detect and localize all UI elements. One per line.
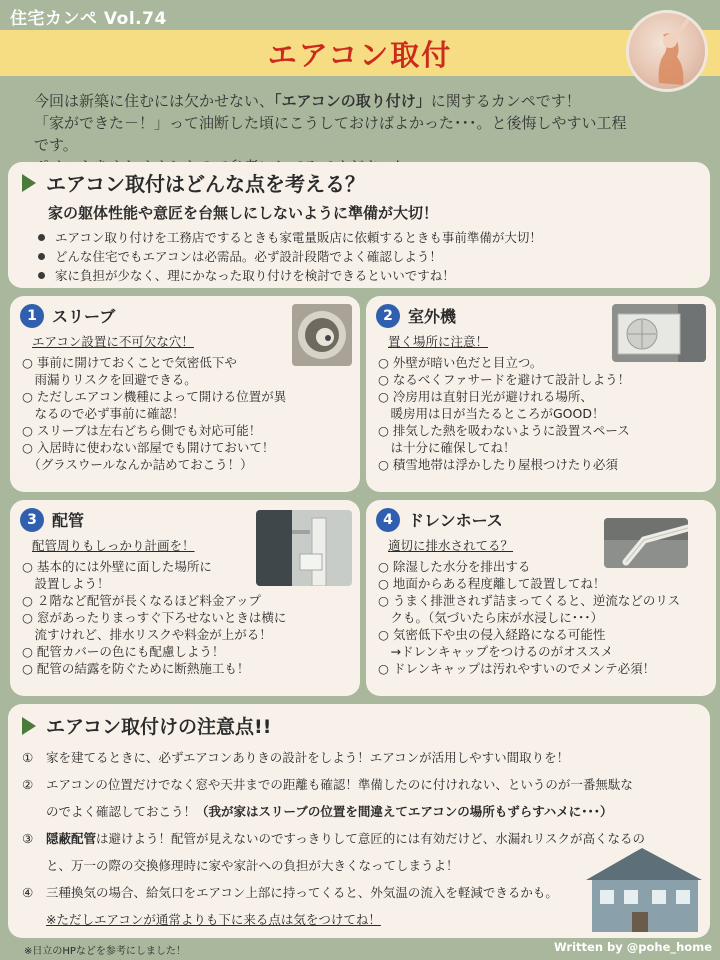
note-number: ① — [22, 750, 34, 765]
series-label: 住宅カンペ Vol.74 — [10, 9, 167, 29]
house-icon — [578, 840, 706, 932]
sleeve-hole-icon — [292, 304, 352, 366]
section-sleeve — [10, 296, 360, 492]
section-title: 室外機 — [408, 307, 457, 326]
bullet-item: どんな住宅でもエアコンは必需品。必ず設計段階でよく確認しよう！ — [38, 247, 542, 266]
note-text: エアコンの位置だけでなく窓や天井までの距離も確認！準備したのに付けれない、というのが一番無駄な — [46, 777, 633, 792]
section-line: ○ 除湿した水分を排出する — [378, 559, 531, 574]
note-number: ③ — [22, 831, 34, 846]
section-number-badge: 3 — [20, 508, 44, 532]
section-line: ○ なるべくファサードを避けて設計しよう！ — [378, 372, 631, 387]
section-line: ○ 事前に開けておくことで気密低下や — [22, 355, 237, 370]
section-line: クも。（気づいたら床が水浸しに･･･） — [378, 610, 604, 625]
section-lines — [378, 558, 718, 677]
section-label: 適切に排水されてる？ — [388, 538, 514, 553]
note-number: ② — [22, 777, 34, 792]
section-line: ○ 気密低下や虫の侵入経路になる可能性 — [378, 627, 606, 642]
note-number — [22, 906, 46, 933]
avatar-illustration — [629, 13, 708, 92]
section-label: エアコン設置に不可欠な穴！ — [32, 334, 194, 349]
intro-line1-post: に関するカンペです！ — [430, 92, 581, 110]
section-line: なるので必ず事前に確認！ — [22, 406, 185, 421]
note-text: は避けよう！配管が見えないのですっきりして意匠的には有効だけど、水漏れリスクが高くなるの — [96, 831, 646, 846]
section-line: 流すけれど、排水リスクや料金が上がる！ — [22, 627, 272, 642]
house-photo — [578, 840, 706, 932]
note-bold-text: （我が家はスリーブの位置を間違えてエアコンの場所もずらすハメに･･･） — [196, 804, 613, 819]
intro-line2: 「家ができた－！」って油断した頃にこうしておけばよかった･･･。と後悔しやすい工程です。 — [34, 114, 627, 154]
section-line: 設置しよう！ — [22, 576, 110, 591]
note-number — [22, 852, 46, 879]
section-outdoor-unit — [366, 296, 716, 492]
section-line: ○ ２階など配管が長くなるほど料金アップ — [22, 593, 262, 608]
section-number-badge: 1 — [20, 304, 44, 328]
note-text: のでよく確認しておこう！ — [46, 804, 197, 819]
section-line: ○ スリーブは左右どちら側でも対応可能！ — [22, 423, 262, 438]
notes-card — [8, 704, 710, 938]
notes-heading — [22, 712, 271, 739]
triangle-icon — [22, 717, 36, 735]
section-line: ○ 配管カバーの色にも配慮しよう！ — [22, 644, 225, 659]
section-line: ○ 窓があったりまっすぐ下ろせないときは横に — [22, 610, 287, 625]
section-line: （グラスウールなんか詰めておこう！） — [22, 457, 253, 472]
section-line: ○ 排気した熱を吸わないように設置スペース — [378, 423, 630, 438]
piping-photo — [256, 510, 352, 586]
overview-heading-text: エアコン取付はどんな点を考える？ — [46, 172, 365, 196]
overview-subheading: 家の躯体性能や意匠を台無しにしないように準備が大切！ — [48, 204, 439, 222]
section-line: ○ 配管の結露を防ぐために断熱施工も！ — [22, 661, 250, 676]
overview-heading — [22, 168, 365, 197]
footer-note: ※日立のHPなどを参考にしました！ — [24, 946, 186, 957]
section-line: ○ 積雪地帯は浮かしたり屋根つけたり必須 — [378, 457, 618, 472]
section-line: ○ 基本的には外壁に面した場所に — [22, 559, 212, 574]
section-number-badge: 4 — [376, 508, 400, 532]
overview-card — [8, 162, 710, 288]
section-line: ○ 入居時に使わない部屋でも開けておいて！ — [22, 440, 275, 455]
section-lines — [22, 354, 342, 473]
intro-line1-pre: 今回は新築に住むには欠かせない、 — [34, 92, 275, 110]
section-line: ○ ドレンキャップは汚れやすいのでメンテ必須！ — [378, 661, 656, 676]
section-line: は十分に確保してね！ — [378, 440, 516, 455]
outdoor-unit-photo — [612, 304, 706, 362]
triangle-icon — [22, 174, 36, 192]
section-label: 置く場所に注意！ — [388, 334, 489, 349]
section-line: ○ うまく排泄されず詰まってくると、逆流などのリス — [378, 593, 681, 608]
note-bold-lead: 隠蔽配管 — [46, 831, 97, 846]
note-item — [22, 744, 702, 771]
section-line: ○ 地面からある程度離して設置してね！ — [378, 576, 606, 591]
section-drain-hose — [366, 500, 716, 696]
title-band — [0, 30, 720, 76]
section-line: ○ 冷房用は直射日光が避けれる場所、 — [378, 389, 593, 404]
bullet-item: エアコン取り付けを工務店でするときも家電量販店に依頼するときも事前準備が大切！ — [38, 228, 542, 247]
intro-line1-bold: 「エアコンの取り付け」 — [274, 92, 431, 110]
drain-hose-photo — [604, 518, 688, 568]
section-piping — [10, 500, 360, 696]
section-line: ○ 外壁が暗い色だと目立つ。 — [378, 355, 543, 370]
section-title: スリーブ — [52, 307, 116, 326]
footer-credit: Written by @pohe_home — [553, 940, 712, 954]
author-avatar — [626, 10, 708, 92]
bullet-item: 家に負担が少なく、理にかなった取り付けを検討できるといいですね！ — [38, 266, 542, 285]
section-line: 雨漏りリスクを回避できる。 — [22, 372, 197, 387]
outdoor-unit-icon — [612, 304, 706, 362]
note-number — [22, 798, 46, 825]
section-line: 暖房用は日が当たるところがGOOD！ — [378, 406, 605, 421]
piping-icon — [256, 510, 352, 586]
note-item — [22, 771, 702, 798]
note-item — [22, 798, 702, 825]
section-number-badge: 2 — [376, 304, 400, 328]
note-text: 家を建てるときに、必ずエアコンありきの設計をしよう！エアコンが活用しやすい間取りを！ — [46, 750, 570, 765]
drain-hose-icon — [604, 518, 688, 568]
sleeve-photo — [292, 304, 352, 366]
notes-heading-text: エアコン取付けの注意点!! — [46, 716, 272, 738]
note-number: ④ — [22, 885, 34, 900]
section-lines — [378, 354, 708, 473]
section-title: ドレンホース — [408, 511, 503, 530]
page-title: エアコン取付 — [267, 37, 453, 72]
note-underlined-text: ※ただしエアコンが通常よりも下に来る点は気をつけてね！ — [46, 912, 381, 927]
note-text: と、万一の際の交換修理時に家や家計への負担が大きくなってしまうよ！ — [46, 858, 459, 873]
overview-bullets — [38, 228, 542, 285]
section-label: 配管周りもしっかり計画を！ — [32, 538, 195, 553]
section-line: →ドレンキャップをつけるのがオススメ — [378, 644, 614, 659]
section-title: 配管 — [52, 511, 85, 530]
section-line: ○ ただしエアコン機種によって開ける位置が異 — [22, 389, 287, 404]
note-text: 三種換気の場合、給気口をエアコン上部に持ってくると、外気温の流入を軽減できるかも。 — [46, 885, 558, 900]
